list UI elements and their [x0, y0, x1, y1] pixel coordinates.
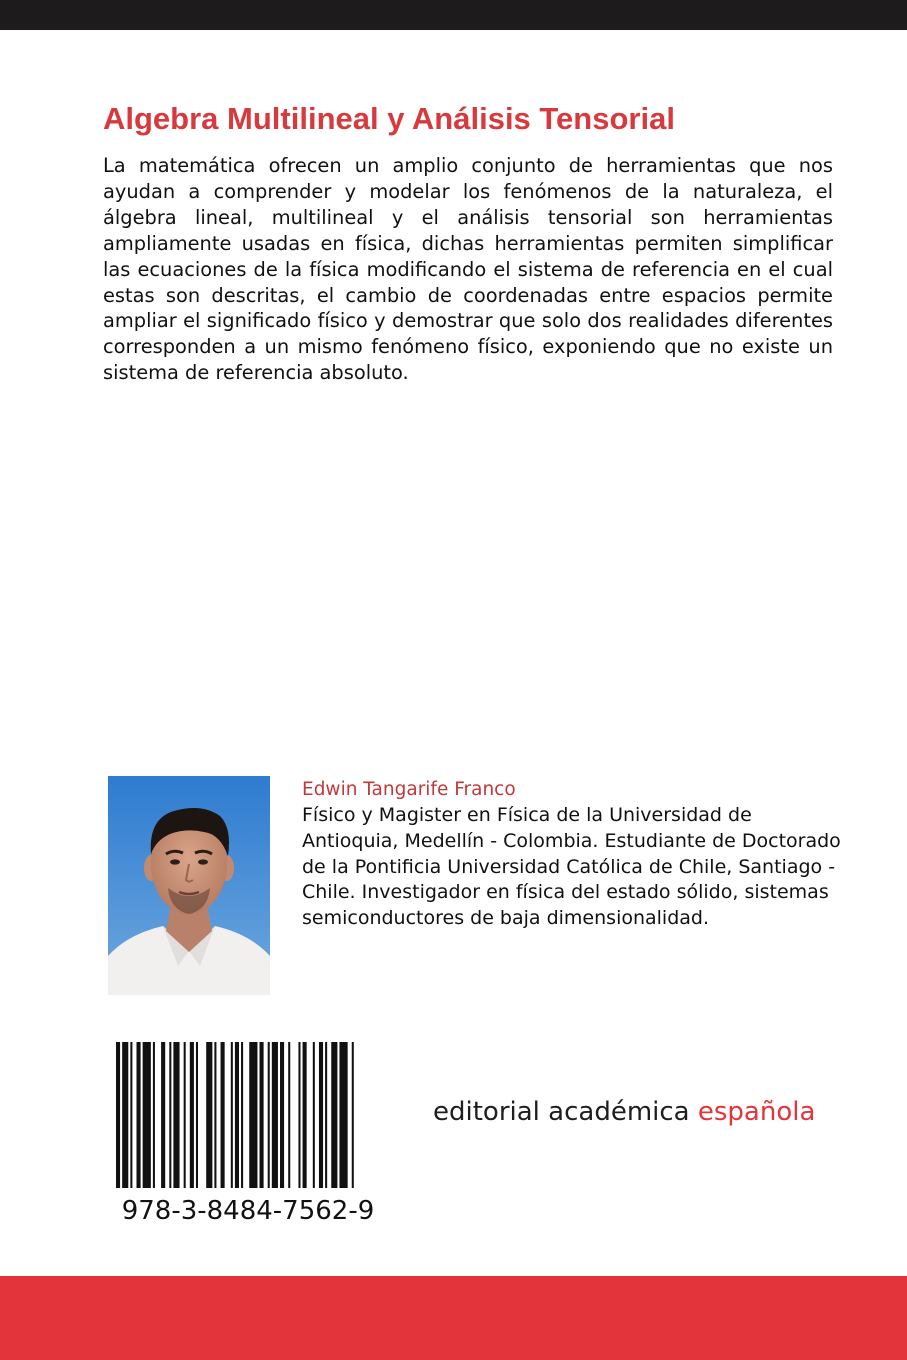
barcode-bar — [116, 1042, 120, 1188]
author-photo — [108, 776, 270, 995]
barcode-bar — [221, 1042, 225, 1188]
publisher-logo — [433, 1094, 843, 1130]
barcode-bar — [272, 1042, 278, 1188]
barcode-bar — [268, 1042, 270, 1188]
barcode-bar — [339, 1042, 347, 1188]
barcode-bar — [214, 1042, 216, 1188]
barcode-bar — [319, 1042, 323, 1188]
top-band — [0, 0, 907, 30]
isbn-number: 978-3-8484-7562-9 — [121, 1196, 375, 1226]
barcode-bar — [249, 1042, 257, 1188]
barcode-bar — [303, 1042, 307, 1188]
barcode-bar — [173, 1042, 179, 1188]
barcode-bar — [313, 1042, 315, 1188]
barcode-bar — [169, 1042, 171, 1188]
barcode-bar — [143, 1042, 151, 1188]
author-name: Edwin Tangarife Franco — [302, 779, 516, 800]
barcode-bar — [122, 1042, 128, 1188]
bottom-band — [0, 1276, 907, 1360]
barcode-bar — [325, 1042, 327, 1188]
barcode-bar — [352, 1042, 354, 1188]
barcode-bar — [231, 1042, 233, 1188]
book-blurb: La matemática ofrecen un amplio conjunto de herramientas que nos ayudan a comprender y modelar los fenómenos de la naturaleza, el álgebra lineal, multilineal y el análisis tensorial son herramientas ampliamente usadas en física, dichas herramientas permiten simplificar las ecuaciones de la física modificando el sistema de referencia en el cual estas son descritas, el cambio de coordenadas entre espacios permite ampliar el significado físico y demostrar que solo dos realidades diferentes corresponden a un mismo fenómeno físico, exponiendo que no existe un sistema de referencia absoluto. — [103, 154, 833, 385]
barcode-bar — [298, 1042, 300, 1188]
barcode-bar — [206, 1042, 212, 1188]
barcode-bar — [260, 1042, 264, 1188]
barcode-bar — [137, 1042, 141, 1188]
publisher-name: editorial académica — [433, 1097, 690, 1127]
barcode-bar — [241, 1042, 243, 1188]
barcode-bar — [196, 1042, 198, 1188]
barcode-bar — [235, 1042, 239, 1188]
barcode-bar — [288, 1042, 290, 1188]
barcode-bar — [331, 1042, 337, 1188]
barcode-bar — [184, 1042, 186, 1188]
author-bio: Físico y Magister en Física de la Universidad de Antioquia, Medellín - Colombia. Estudiante de Doctorado de la Pontificia Universidad Católica de Chile, Santiago - Chile. Investigador en física del estado sólido, sistemas semiconductores de baja dimensionalidad. — [302, 804, 841, 930]
barcode-bar — [280, 1042, 284, 1188]
barcode-bar — [190, 1042, 194, 1188]
publisher-name-accent: española — [697, 1097, 816, 1127]
barcode-bar — [153, 1042, 155, 1188]
barcode-bar — [130, 1042, 132, 1188]
book-title: Algebra Multilineal y Análisis Tensorial — [103, 101, 675, 136]
barcode-bar — [161, 1042, 165, 1188]
